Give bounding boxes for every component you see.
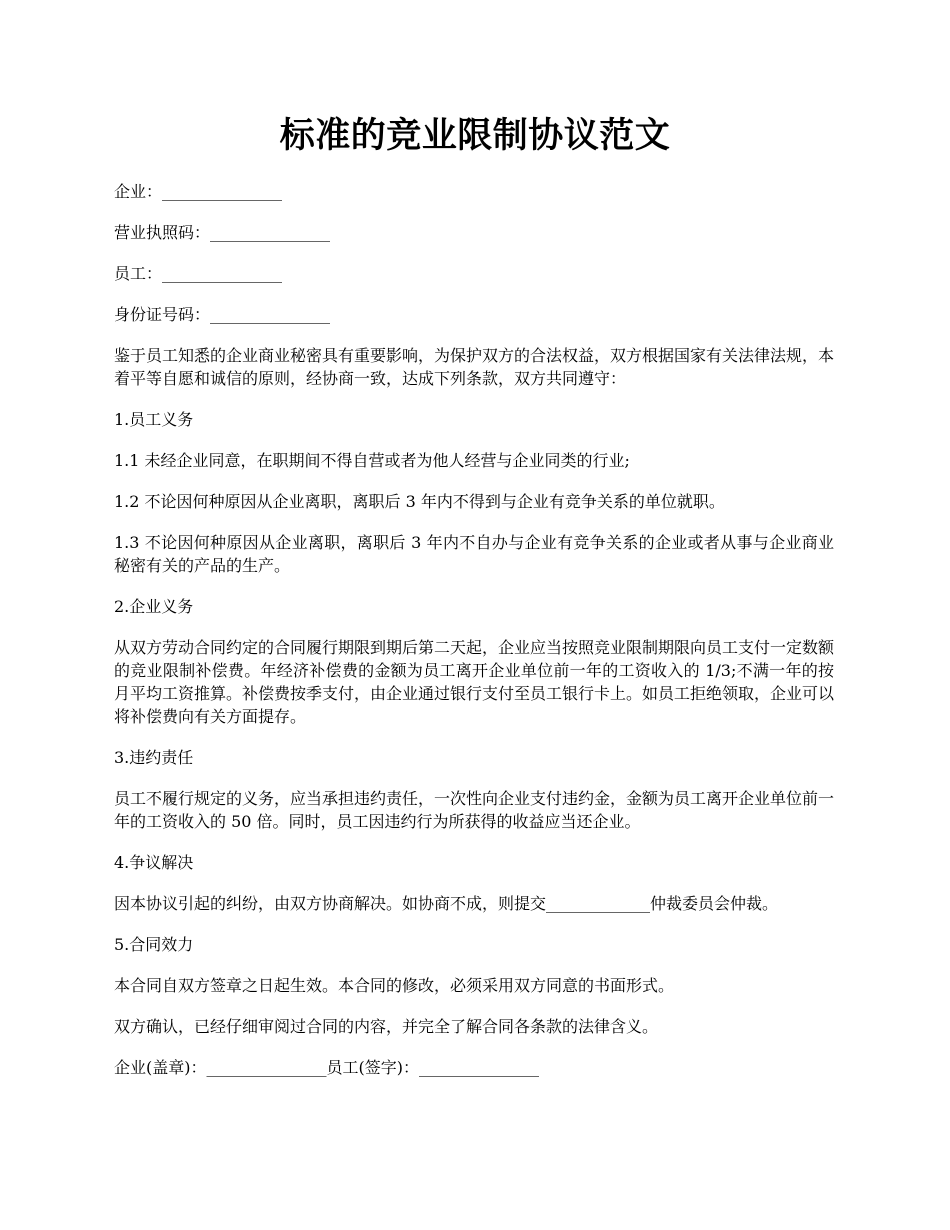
license-field: 营业执照码：_______________ — [114, 223, 331, 242]
clause-1-2: 1.2 不论因何种原因从企业离职，离职后 3 年内不得到与企业有竞争关系的单位就职。 — [114, 492, 725, 511]
company-field: 企业：_______________ — [114, 182, 283, 201]
document-title: 标准的竞业限制协议范文 — [279, 115, 671, 156]
confirmation-paragraph: 双方确认，已经仔细审阅过合同的内容，并完全了解合同各条款的法律含义。 — [114, 1017, 659, 1036]
section-2-heading: 2.企业义务 — [114, 597, 194, 616]
section-3-heading: 3.违约责任 — [114, 748, 194, 767]
section-1-heading: 1.员工义务 — [114, 410, 194, 429]
section-5-body: 本合同自双方签章之日起生效。本合同的修改，必须采用双方同意的书面形式。 — [114, 976, 675, 995]
id-number-field: 身份证号码：_______________ — [114, 305, 331, 324]
employee-field: 员工：_______________ — [114, 264, 283, 283]
section-4-body: 因本协议引起的纠纷，由双方协商解决。如协商不成，则提交_____________仲裁委员会仲裁。 — [114, 894, 779, 913]
signature-line: 企业(盖章)：_______________员工(签字)：_______________ — [114, 1058, 539, 1077]
section-3-body: 员工不履行规定的义务，应当承担违约责任，一次性向企业支付违约金，金额为员工离开企业单位前一年的工资收入的 50 倍。同时，员工因违约行为所获得的收益应当还企业。 — [114, 789, 835, 831]
clause-1-3: 1.3 不论因何种原因从企业离职，离职后 3 年内不自办与企业有竞争关系的企业或者从事与企业商业秘密有关的产品的生产。 — [114, 533, 834, 575]
section-4-heading: 4.争议解决 — [114, 853, 194, 872]
preamble-paragraph: 鉴于员工知悉的企业商业秘密具有重要影响，为保护双方的合法权益，双方根据国家有关法律法规，本着平等自愿和诚信的原则，经协商一致，达成下列条款，双方共同遵守： — [114, 346, 835, 388]
clause-1-1: 1.1 未经企业同意，在职期间不得自营或者为他人经营与企业同类的行业; — [114, 451, 630, 470]
section-5-heading: 5.合同效力 — [114, 935, 194, 954]
document-body — [114, 180, 834, 1097]
section-2-body: 从双方劳动合同约定的合同履行期限到期后第二天起，企业应当按照竞业限制期限向员工支付一定数额的竞业限制补偿费。年经济补偿费的金额为员工离开企业单位前一年的工资收入的 1/3;不满一年的按月平均工资推算。补偿费按季支付，由企业通过银行支付至员工银行卡上。如员工拒绝领取，企业可以将补偿费向有关方面提存。 — [114, 638, 835, 726]
